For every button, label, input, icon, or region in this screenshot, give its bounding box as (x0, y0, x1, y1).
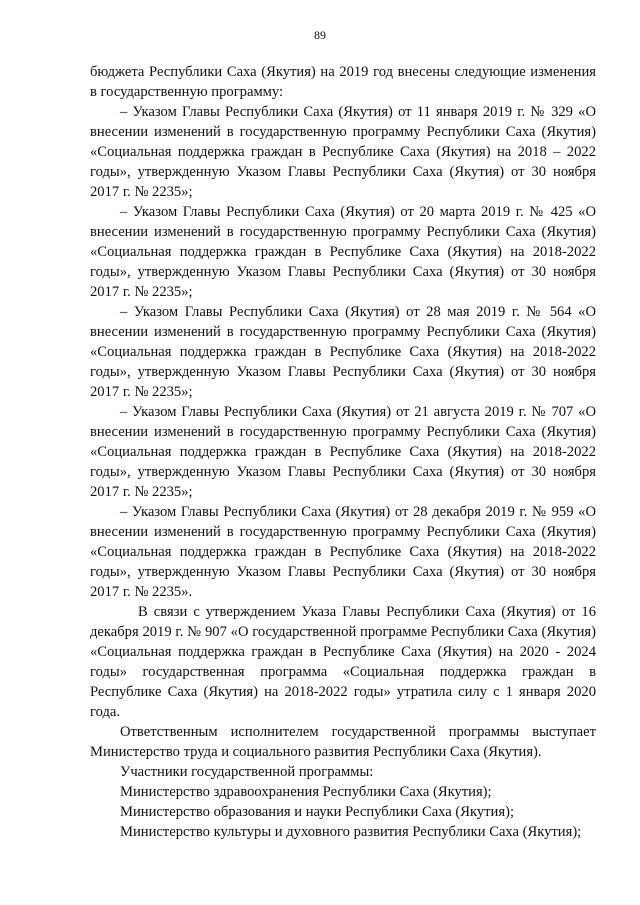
participant-ministry-culture: Министерство культуры и духовного развития Республики Саха (Якутия); (120, 824, 582, 840)
paragraph-decree-329: – Указом Главы Республики Саха (Якутия) от 11 января 2019 г. № 329 «О внесении изменений в государственную программу Республики Саха (Якутия) «Социальная поддержка граждан в Республике Саха (Якутия) на 2018 – 2022 годы», утвержденную Указом Главы Республики Саха (Якутия) от 30 ноября 2017 г. № 2235»; (90, 104, 596, 200)
participant-ministry-health: Министерство здравоохранения Республики Саха (Якутия); (120, 784, 492, 800)
page-number: 89 (314, 28, 326, 42)
participant-ministry-education: Министерство образования и науки Республики Саха (Якутия); (120, 804, 514, 820)
paragraph-participants-heading: Участники государственной программы: (120, 764, 374, 780)
paragraph-decree-425: – Указом Главы Республики Саха (Якутия) от 20 марта 2019 г. № 425 «О внесении изменений в государственную программу Республики Саха (Якутия) «Социальная поддержка граждан в Республике Саха (Якутия) на 2018-2022 годы», утвержденную Указом Главы Республики Саха (Якутия) от 30 ноября 2017 г. № 2235»; (90, 204, 596, 300)
paragraph-decree-907-repeal: В связи с утверждением Указа Главы Республики Саха (Якутия) от 16 декабря 2019 г. № 907 «О государственной программе Республики Саха (Якутия) «Социальная поддержка граждан в Республике Саха (Якутия) на 2020 - 2024 годы» государственная программа «Социальная поддержка граждан в Республике Саха (Якутия) на 2018-2022 годы» утратила силу с 1 января 2020 года. (90, 604, 596, 720)
paragraph-decree-959: – Указом Главы Республики Саха (Якутия) от 28 декабря 2019 г. № 959 «О внесении изменений в государственную программу Республики Саха (Якутия) «Социальная поддержка граждан в Республике Саха (Якутия) на 2018-2022 годы», утвержденную Указом Главы Республики Саха (Якутия) от 30 ноября 2017 г. № 2235». (90, 504, 596, 600)
paragraph-decree-564: – Указом Главы Республики Саха (Якутия) от 28 мая 2019 г. № 564 «О внесении изменений в государственную программу Республики Саха (Якутия) «Социальная поддержка граждан в Республике Саха (Якутия) на 2018-2022 годы», утвержденную Указом Главы Республики Саха (Якутия) от 30 ноября 2017 г. № 2235»; (90, 304, 596, 400)
paragraph-budget-intro: бюджета Республики Саха (Якутия) на 2019 год внесены следующие изменения в государственную программу: (90, 64, 596, 100)
paragraph-responsible-executor: Ответственным исполнителем государственной программы выступает Министерство труда и социального развития Республики Саха (Якутия). (90, 724, 596, 760)
paragraph-decree-707: – Указом Главы Республики Саха (Якутия) от 21 августа 2019 г. № 707 «О внесении изменений в государственную программу Республики Саха (Якутия) «Социальная поддержка граждан в Республике Саха (Якутия) на 2018-2022 годы», утвержденную Указом Главы Республики Саха (Якутия) от 30 ноября 2017 г. № 2235»; (90, 404, 596, 500)
document-body (90, 62, 596, 842)
